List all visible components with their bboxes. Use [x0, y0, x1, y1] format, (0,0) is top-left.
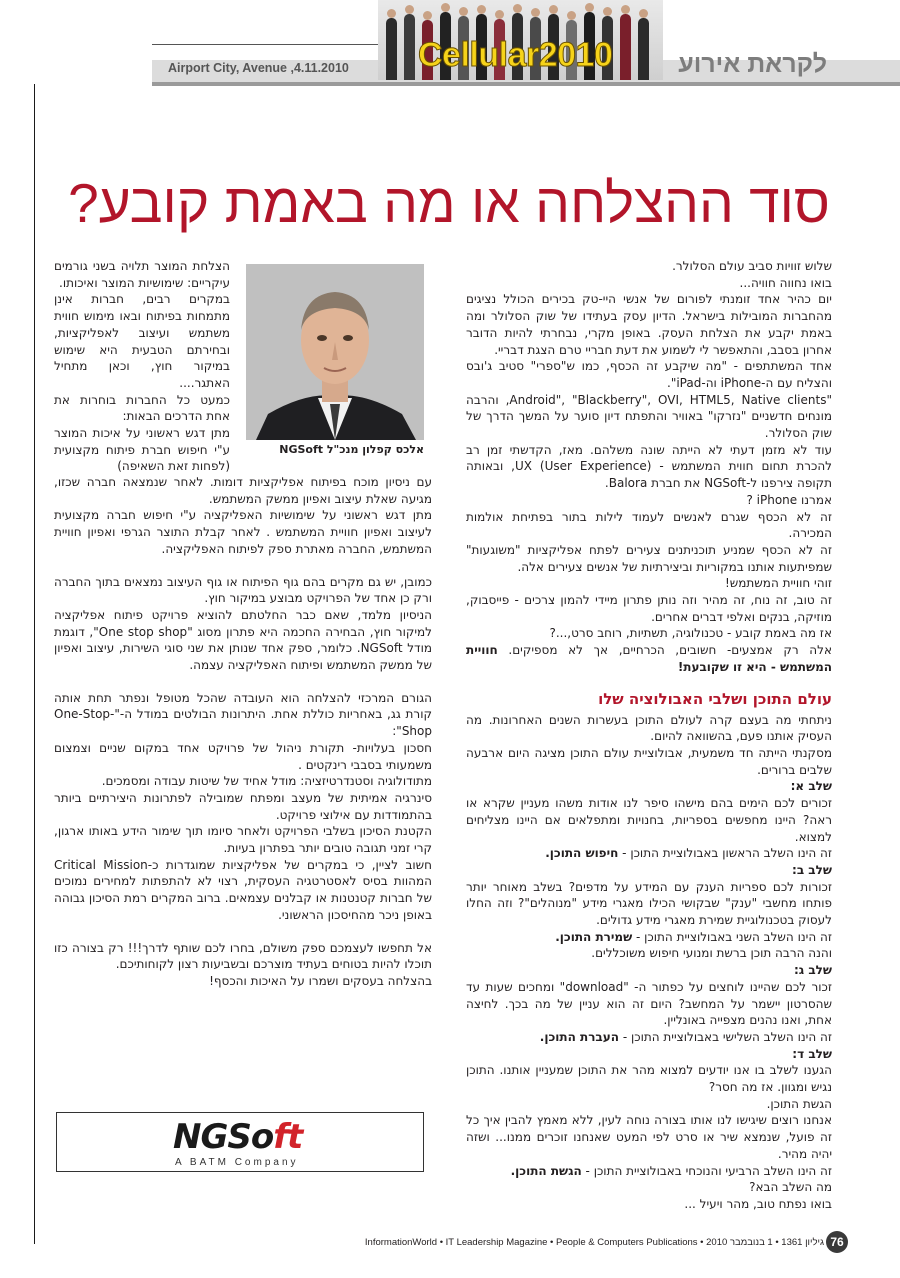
- stage-label: שלב ד:: [792, 1046, 832, 1061]
- stage-label: שלב א:: [790, 779, 832, 794]
- event-label: לקראת אירוע: [678, 50, 827, 78]
- article-right-column: [466, 258, 832, 1213]
- paragraph: אנחנו רוצים שיגישו לנו אותו בצורה נוחה לעין, ללא מאמץ להבין איך כל זה פועל, שנמצא שיר או סרט לפי המעט שאנחנו זוכרים ממנו... ושזה יהיה מהיר.: [466, 1113, 832, 1161]
- paragraph: מתודולוגיה וסטנדרטיזציה: מודל אחיד של שיטות עבודה ומסמכים.: [101, 774, 432, 789]
- paragraph: בהצלחה בעסקים ושמרו על האיכות והכסף!: [209, 973, 432, 988]
- paragraph: [466, 845, 832, 862]
- paragraph: זכור לכם שהיינו לוחצים על כפתור ה- "download" ומחכים שעות עד שהסרטון יישמר על המחשב? היום זה הוא עניין של מה בכך. לחיצה אחת, ואנו נהנים מצפייה באונליין.: [466, 979, 832, 1028]
- stage-name: חיפוש התוכן.: [545, 846, 619, 861]
- footer-publications: InformationWorld • IT Leadership Magazine • People & Computers Publications • 2010 גיליון 1361 • 1 בנובמבר: [364, 1237, 824, 1248]
- paragraph: הגענו לשלב בו אנו יודעים למצוא מהר את התוכן שמעניין אותנו. התוכן נגיש ומגוון. אז מה חסר?: [466, 1063, 832, 1095]
- paragraph: "Android", "Blackberry", OVI, HTML5, Native clients, והרבה מונחים חדשניים "נזרקו" באוויר והתפתח דיון סוער על המשך הדרך של שוק הסלולר.: [466, 392, 832, 441]
- paragraph: אז מה באמת קובע - טכנולוגיה, תשתיות, רוחב סרט,...?: [549, 626, 832, 641]
- paragraph: כמעט כל החברות בוחרות את אחת הדרכים הבאות:: [54, 392, 230, 424]
- portrait-caption: אלכס קפלון מנכ"ל NGSoft: [279, 443, 424, 456]
- paragraph: אל תחפשו לעצמכם ספק משולם, בחרו לכם שותף לדרך!!! רק בצורה כזו תוכלו להיות בטוחים בעתיד מוצרכם ובשביעות רצון לקוחותיכם.: [54, 940, 432, 972]
- paragraph: ניתחתי מה בעצם קרה לעולם התוכן בעשרות השנים האחרונות. מה העסיק אותנו פעם, בהשוואה להיום.: [466, 712, 832, 744]
- paragraph: זכורים לכם הימים בהם מישהו סיפר לנו אודות משהו מעניין שקרא או ראה? היינו מחפשים בספריות, בחנויות ומתפלאים אם היינו מצליחים למצוא.: [466, 796, 832, 844]
- article-left-column: [54, 474, 432, 990]
- stage-label: שלב ג:: [793, 963, 832, 978]
- paragraph: זוהי חוויית המשתמש!: [724, 576, 832, 591]
- paragraph: זה טוב, זה נוח, זה מהיר וזה נותן פתרון מיידי להמון צרכים - פייסבוק, מוזיקה, בנקים ואלפי דברים אחרים.: [466, 593, 832, 624]
- event-name: Cellular2010: [418, 36, 613, 74]
- portrait-image: [246, 264, 424, 440]
- paragraph: אחד המשתתפים - "מה שיקבע זה הכסף, כמו ש"ספרי" סטיב ג'ובס והצליח עם ה-iPhone וה-iPad".: [466, 359, 832, 390]
- paragraph: זה לא הכסף שמניע תוכניתנים צעירים לפתח אפליקציות "משוגעות" שמפיתעות אותנו במקוריות וביצירתיות של אנשים צעירים אלה.: [466, 542, 832, 574]
- ngsoft-logo: [173, 1119, 302, 1155]
- paragraph: הקטנת הסיכון בשלבי הפרויקט ולאחר סיומו תוך שימור הידע באותו ארגון, קרי זמני תגובה טובים יותר בפתרון בעיות.: [54, 824, 432, 856]
- paragraph: שלוש זוויות סביב עולם הסלולר.: [672, 259, 832, 273]
- paragraph: והנה הרבה תוכן ברשת ומנועי חיפוש משוכללים.: [591, 946, 832, 961]
- page-title: סוד ההצלחה או מה באמת קובע?: [68, 172, 830, 234]
- paragraph: [466, 642, 832, 675]
- paragraph: חסכון בעלויות- תקורת ניהול של פרויקט אחד במקום שניים וצמצום משמעותי בסבבי רינקטים .: [54, 740, 432, 772]
- paragraph: זכורות לכם ספריות הענק עם המידע על מדפים? בשלב מאוחר יותר פותחו מחשבי "ענק" שבקושי הכילו מאגרי מידע "מנוהלים"? וזה החלו לעסוק בטכנולוגיית שמירת מאגרי מידע גדולים.: [466, 879, 832, 928]
- paragraph: הצלחת המוצר תלויה בשני גורמים עיקריים: שימושיות המוצר ואיכותו.: [54, 259, 230, 290]
- article-left-narrow-column: [54, 258, 230, 475]
- paragraph: הניסיון מלמד, שאם כבר החלטתם להוציא פרויקט פיתוח אפליקציה למיקור חוץ, הבחירה החכמה היא פתרון מסוג "One stop shop", דוגמת מודל NGSoft. כלומר, ספק אחד שנותן את שני סוגי השירות, עיצוב ואפיון של ממשק המשתמש ופיתוח האפליקציה עצמה.: [54, 607, 433, 673]
- paragraph: [466, 1163, 832, 1180]
- paragraph: [466, 1029, 832, 1046]
- paragraph: עם ניסיון מוכח בפיתוח אפליקציות דומות. לאחר שנמצאה חברה שכזו, מגיעה שאלת עיצוב ואפיון ממשק המשתמש.: [54, 475, 432, 506]
- paragraph: מסקנתי הייתה חד משמעית, אבולוציית עולם התוכן מציגה היום ארבעה שלבים ברורים.: [466, 745, 832, 777]
- logo-tagline: A BATM Company: [175, 1157, 299, 1168]
- stage-name: העברת התוכן.: [539, 1029, 619, 1044]
- portrait-photo: [246, 264, 424, 440]
- paragraph: עוד לא מזמן דעתי לא הייתה שונה משלהם. מאז, הקדשתי זמן רב להכרת תחום חווית המשתמש - UX (User Experience), ובאותה תקופה צירפנו ל-NGSoft את חברת Balora.: [466, 442, 832, 491]
- paragraph: בואו נפתח טוב, מהר ויעיל ...: [684, 1196, 832, 1211]
- paragraph: בואו נחווה חוויה...: [739, 275, 832, 290]
- paragraph-emphasis: חוויית המשתמש - היא זו שקובעת!: [466, 643, 832, 674]
- paragraph: מתן דגש ראשוני על איכות המוצר ע"י חיפוש חברת פיתוח מקצועית (לפחות זאת השאיפה): [54, 426, 230, 474]
- event-meta: Airport City, Avenue ,4.11.2010: [168, 61, 349, 75]
- paragraph: חשוב לציין, כי במקרים של אפליקציות שמוגדרות כ-Critical Mission המהוות בסיס לאסטרטגיה העסקית, רצוי לא להתפתות למחירים נמוכים של חברות קטנטנות או קבלנים עצמאים. ברוב המקרים רמת הסיכון גבוהה באופן ניכר מהחיסכון הראשוני.: [54, 857, 433, 922]
- header-rule: [152, 44, 378, 45]
- stage-label: שלב ב:: [792, 862, 832, 877]
- paragraph: מתן דגש ראשוני על שימושיות האפליקציה ע"י חיפוש חברה מקצועית לעיצוב ואפיון חוויית המשתמש . לאחר קבלת התוצר הגרפי ואפיון חוויית המשתמש, החברה מאתרת ספק לפיתוח האפליקציה.: [54, 508, 432, 556]
- stage-name: שמירת התוכן.: [555, 929, 633, 944]
- stage-summary: זה הינו השלב השלישי באבולוציית התוכן -: [619, 1029, 832, 1044]
- stage-name: הגשת התוכן.: [510, 1163, 582, 1178]
- paragraph: זה לא הכסף שגרם לאנשים לעמוד לילות בתור בפתיחת אולמות המכירה.: [466, 509, 832, 541]
- section-heading: עולם התוכן ושלבי האבולוציה שלו: [598, 689, 832, 708]
- stage-summary: זה הינו השלב השני באבולוציית התוכן -: [632, 929, 832, 944]
- paragraph-lead: אלה רק אמצעים- חשובים, הכרחיים, אך לא מספיקים.: [497, 643, 832, 658]
- logo-word-accent: ft: [273, 1117, 303, 1157]
- paragraph: מה השלב הבא?: [749, 1180, 832, 1195]
- paragraph: כמובן, יש גם מקרים בהם גוף הפיתוח או גוף העיצוב נמצאים בתוך החברה ורק כן אחד של הפרויקט מבוצע במיקור חוץ.: [54, 574, 432, 606]
- stage-summary: זה הינו השלב הרביעי והנוכחי באבולוציית התוכן -: [581, 1163, 832, 1178]
- paragraph: סינרגיה אמיתית של מעצב ומפתח שמובילה לפתרונות היצירתיים ביותר בהתמודדות עם אילוצי פרויקט.: [54, 790, 432, 822]
- logo-word-main: NGS: [173, 1117, 251, 1157]
- logo-o-glyph: o: [250, 1117, 274, 1157]
- page-number: 76: [826, 1231, 848, 1253]
- paragraph: הגורם המרכזי להצלחה הוא העובדה שהכל מטופל ונפתר תחת אותה קורת גג, באחריות כוללת אחת. היתרונות הבולטים במודל ה-"One-Stop-Shop":: [54, 690, 432, 739]
- stage-summary: זה הינו השלב הראשון באבולוציית התוכן -: [618, 846, 832, 861]
- page-margin-rule: [34, 84, 35, 1244]
- paragraph: אמרנו iPhone ?: [746, 492, 832, 507]
- paragraph: יום כהיר אחד זומנתי לפורום של אנשי היי-טק בכירים הכולל נציגים מהחברות המובילות בישראל. הדיון עסק בעתידו של שוק הסלולר ומה באמת יקבע את הצלחת העסק. באופן מקרי, נבחרתי להיות הדובר אחרון בסבב, והתאפשר לי לשמוע את דעת חבריי טרם הצגת דבריי.: [466, 292, 832, 357]
- paragraph: הגשת התוכן.: [766, 1096, 832, 1111]
- paragraph: [466, 929, 832, 946]
- ngsoft-logo-box: [56, 1112, 424, 1172]
- paragraph: במקרים רבים, חברות אינן מתמחות בפיתוח ובאו מימוש חווית משתמש ועיצוב לאפליקציות, ובחירתם הטבעית היא שימוש במיקור חוץ, וכאן מתחיל האתגר....: [54, 292, 230, 390]
